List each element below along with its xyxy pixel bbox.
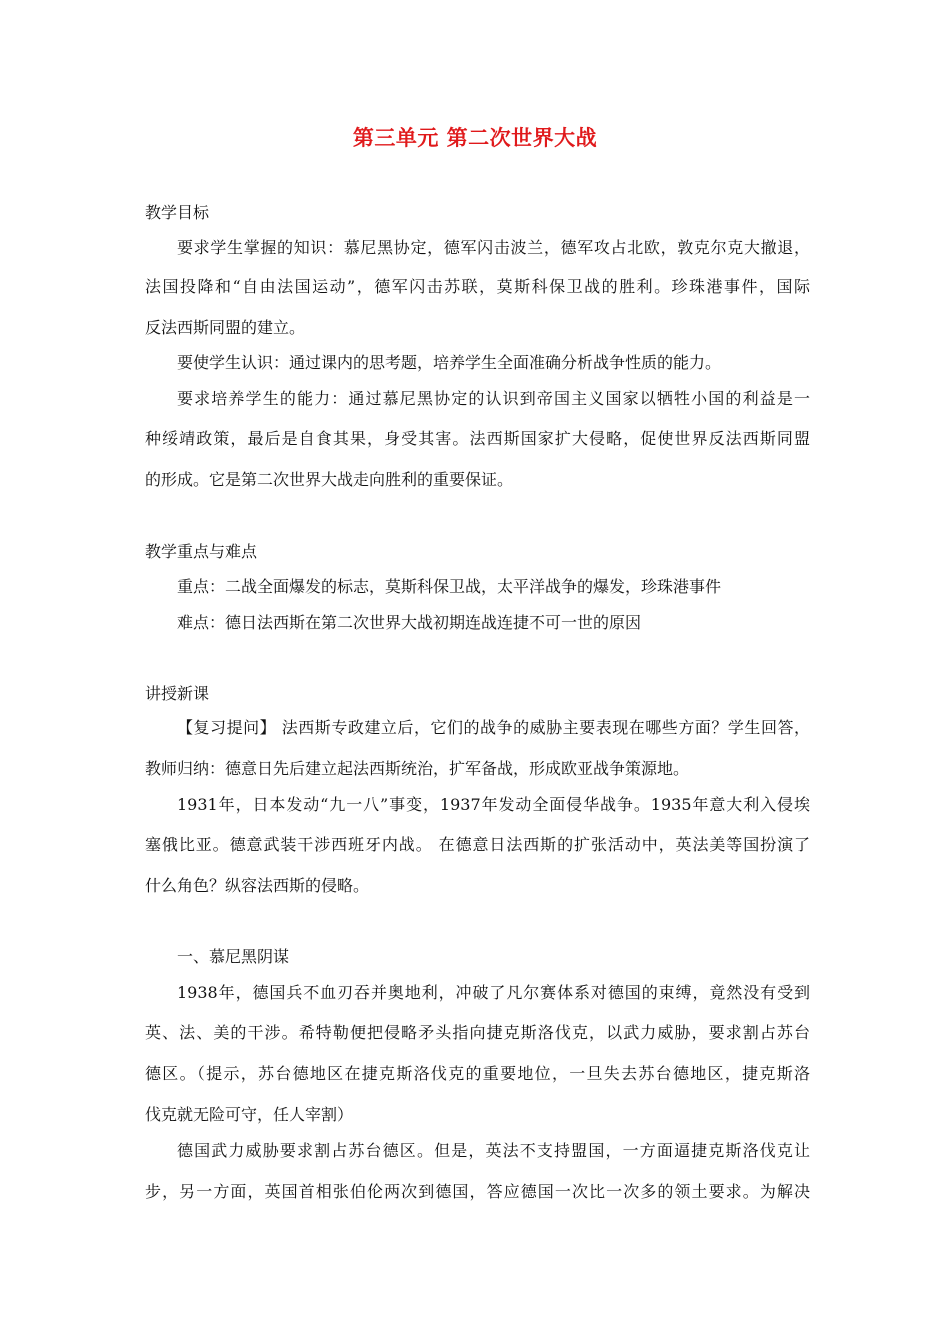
paragraph-line: 英、法、美的干涉。希特勒便把侵略矛头指向捷克斯洛伐克，以武力威胁，要求割占苏台 — [145, 1023, 810, 1042]
paragraph-line: 什么角色？纵容法西斯的侵略。 — [145, 876, 370, 895]
paragraph-line: 1931年，日本发动“九一八”事变，1937年发动全面侵华战争。1935年意大利入侵埃 — [177, 795, 810, 814]
paragraph-line: 【复习提问】 法西斯专政建立后，它们的战争的威胁主要表现在哪些方面？学生回答， — [177, 718, 810, 737]
paragraph-line: 的形成。它是第二次世界大战走向胜利的重要保证。 — [145, 470, 514, 489]
paragraph-line: 要求学生掌握的知识：慕尼黑协定，德军闪击波兰，德军攻占北欧，敦克尔克大撤退， — [177, 238, 810, 257]
paragraph-line: 重点：二战全面爆发的标志，莫斯科保卫战，太平洋战争的爆发，珍珠港事件 — [177, 577, 722, 596]
paragraph-line: 种绥靖政策，最后是自食其果，身受其害。法西斯国家扩大侵略，促使世界反法西斯同盟 — [145, 429, 810, 448]
paragraph-line: 要求培养学生的能力：通过慕尼黑协定的认识到帝国主义国家以牺牲小国的利益是一 — [177, 389, 810, 408]
paragraph-line: 法国投降和“自由法国运动”，德军闪击苏联，莫斯科保卫战的胜利。珍珠港事件，国际 — [145, 277, 810, 296]
section-heading-munich: 一、慕尼黑阴谋 — [177, 947, 290, 966]
paragraph-line: 伐克就无险可守，任人宰割） — [145, 1105, 354, 1124]
paragraph-line: 反法西斯同盟的建立。 — [145, 318, 306, 337]
paragraph-line: 要使学生认识：通过课内的思考题，培养学生全面准确分析战争性质的能力。 — [177, 353, 722, 372]
paragraph-line: 1938年，德国兵不血刃吞并奥地利，冲破了凡尔赛体系对德国的束缚，竟然没有受到 — [177, 983, 810, 1002]
section-heading-objectives: 教学目标 — [145, 203, 210, 222]
paragraph-line: 德区。（提示，苏台德地区在捷克斯洛伐克的重要地位，一旦失去苏台德地区，捷克斯洛 — [145, 1064, 810, 1083]
paragraph-line: 塞俄比亚。德意武装干涉西班牙内战。 在德意日法西斯的扩张活动中，英法美等国扮演了 — [145, 835, 810, 854]
paragraph-line: 德国武力威胁要求割占苏台德区。但是，英法不支持盟国，一方面逼捷克斯洛伐克让 — [177, 1141, 810, 1160]
section-heading-new-lesson: 讲授新课 — [145, 684, 210, 703]
section-heading-key-points: 教学重点与难点 — [145, 542, 258, 561]
paragraph-line: 教师归纳：德意日先后建立起法西斯统治，扩军备战，形成欧亚战争策源地。 — [145, 759, 690, 778]
paragraph-line: 难点：德日法西斯在第二次世界大战初期连战连捷不可一世的原因 — [177, 613, 642, 632]
paragraph-line: 步，另一方面，英国首相张伯伦两次到德国，答应德国一次比一次多的领土要求。为解决 — [145, 1182, 810, 1201]
document-title: 第三单元 第二次世界大战 — [352, 126, 598, 150]
